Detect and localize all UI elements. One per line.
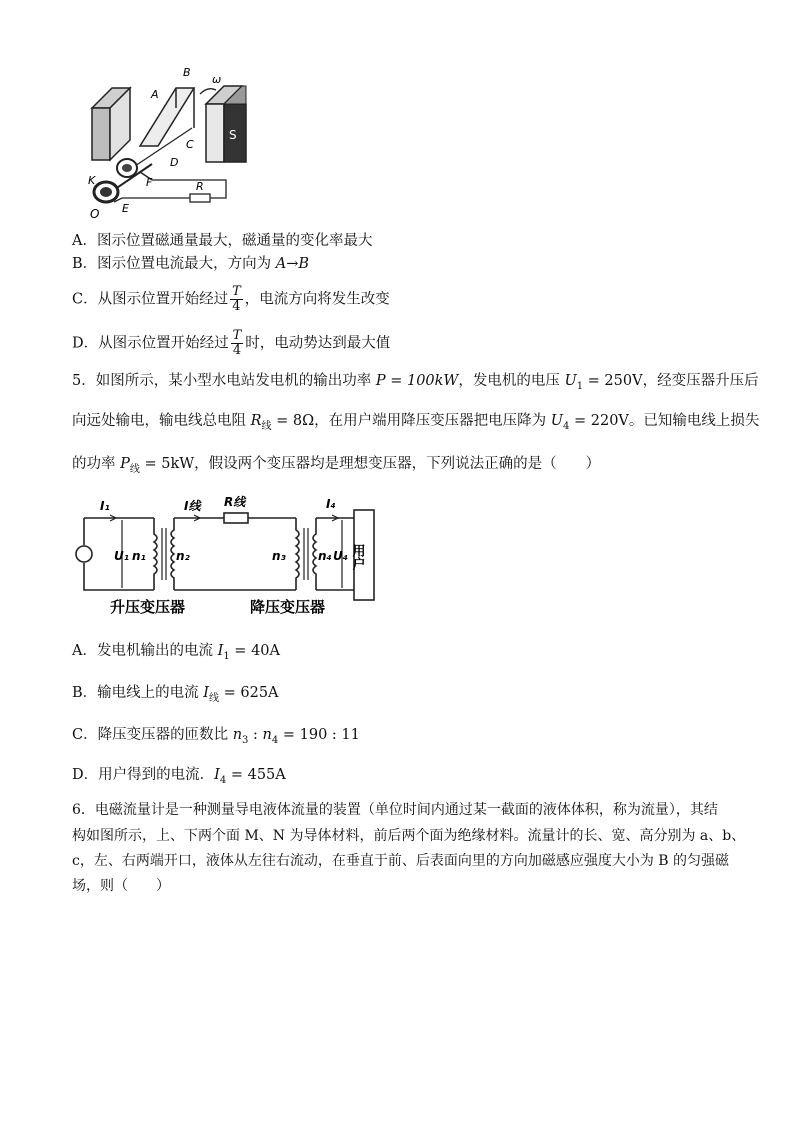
label-step-up: 升压变压器 xyxy=(110,598,186,616)
q5-stem-line3: 的功率 $P_线 = 5kW$，假设两个变压器均是理想变压器，下列说法正确的是（ ） xyxy=(72,456,601,475)
label-n2: n₂ xyxy=(176,549,190,563)
transmission-circuit-figure xyxy=(74,490,384,620)
fraction-t-over-4: $\frac{T}{4}$ xyxy=(232,284,241,314)
label-o: O xyxy=(90,207,100,220)
q6-line2: 构如图所示，上、下两个面 M、N 为导体材料，前后两个面为绝缘材料。流量计的长、宽、高分别为 a、b、 xyxy=(72,828,746,844)
q4-option-c: C．从图示位置开始经过 $\frac{T}{4}$ ，电流方向将发生改变 xyxy=(72,284,390,314)
label-c: C xyxy=(186,138,194,151)
q4-option-b: B．图示位置电流最大，方向为 A→B xyxy=(72,256,310,272)
label-n1: n₁ xyxy=(132,549,146,563)
label-omega: ω xyxy=(212,73,222,86)
q5-option-b: B．输电线上的电流 $I_线 = 625A$ xyxy=(72,685,279,704)
q4-option-a: A．图示位置磁通量最大，磁通量的变化率最大 xyxy=(72,233,373,249)
label-b: B xyxy=(183,68,191,79)
label-u1: U₁ xyxy=(114,549,129,563)
q6-line1: 6．电磁流量计是一种测量导电液体流量的装置（单位时间内通过某一截面的液体体积，称为流量），其结 xyxy=(72,802,718,818)
label-n3: n₃ xyxy=(272,549,286,563)
label-u4: U₄ xyxy=(333,549,348,563)
label-r-line: R线 xyxy=(224,495,246,509)
label-k: K xyxy=(88,174,96,187)
label-step-down: 降压变压器 xyxy=(250,598,326,616)
label-n4: n₄ xyxy=(318,549,332,563)
label-user: 用户 xyxy=(349,544,365,570)
q5-option-d: D．用户得到的电流．$I_4 = 455A$ xyxy=(72,767,286,786)
label-i4: I₄ xyxy=(326,497,336,511)
q5-option-c: C．降压变压器的匝数比 $n_3$ : $n_4 = 190$ : 11 xyxy=(72,727,360,746)
q5-option-a: A．发电机输出的电流 $I_1 = 40A$ xyxy=(72,643,280,662)
q6-line4: 场，则（ ） xyxy=(72,878,170,894)
q6-line3: c，左、右两端开口，液体从左往右流动，在垂直于前、后表面向里的方向加磁感应强度大小为 B 的匀强磁 xyxy=(72,853,730,869)
label-a: A xyxy=(151,88,159,101)
q5-stem-line2: 向远处输电，输电线总电阻 $R_线 = 8\Omega$，在用户端用降压变压器把电压降为 $U_4 = 220V$。已知输电线上损失 xyxy=(72,413,760,432)
label-d: D xyxy=(170,156,179,169)
label-f: F xyxy=(146,176,153,189)
label-i1: I₁ xyxy=(100,499,110,513)
q5-stem-line1: 5．如图所示，某小型水电站发电机的输出功率 P = 100kW，发电机的电压 $U_1 = 250V$，经变压器升压后 xyxy=(72,373,759,392)
label-r: R xyxy=(196,180,204,193)
magnet-s-label: S xyxy=(229,128,237,142)
fraction-t-over-4: $\frac{T}{4}$ xyxy=(232,328,242,358)
generator-figure xyxy=(82,68,272,220)
q4-option-d: D．从图示位置开始经过 $\frac{T}{4}$ 时，电动势达到最大值 xyxy=(72,328,391,358)
label-i-line: I线 xyxy=(184,499,201,513)
label-e: E xyxy=(122,202,129,215)
